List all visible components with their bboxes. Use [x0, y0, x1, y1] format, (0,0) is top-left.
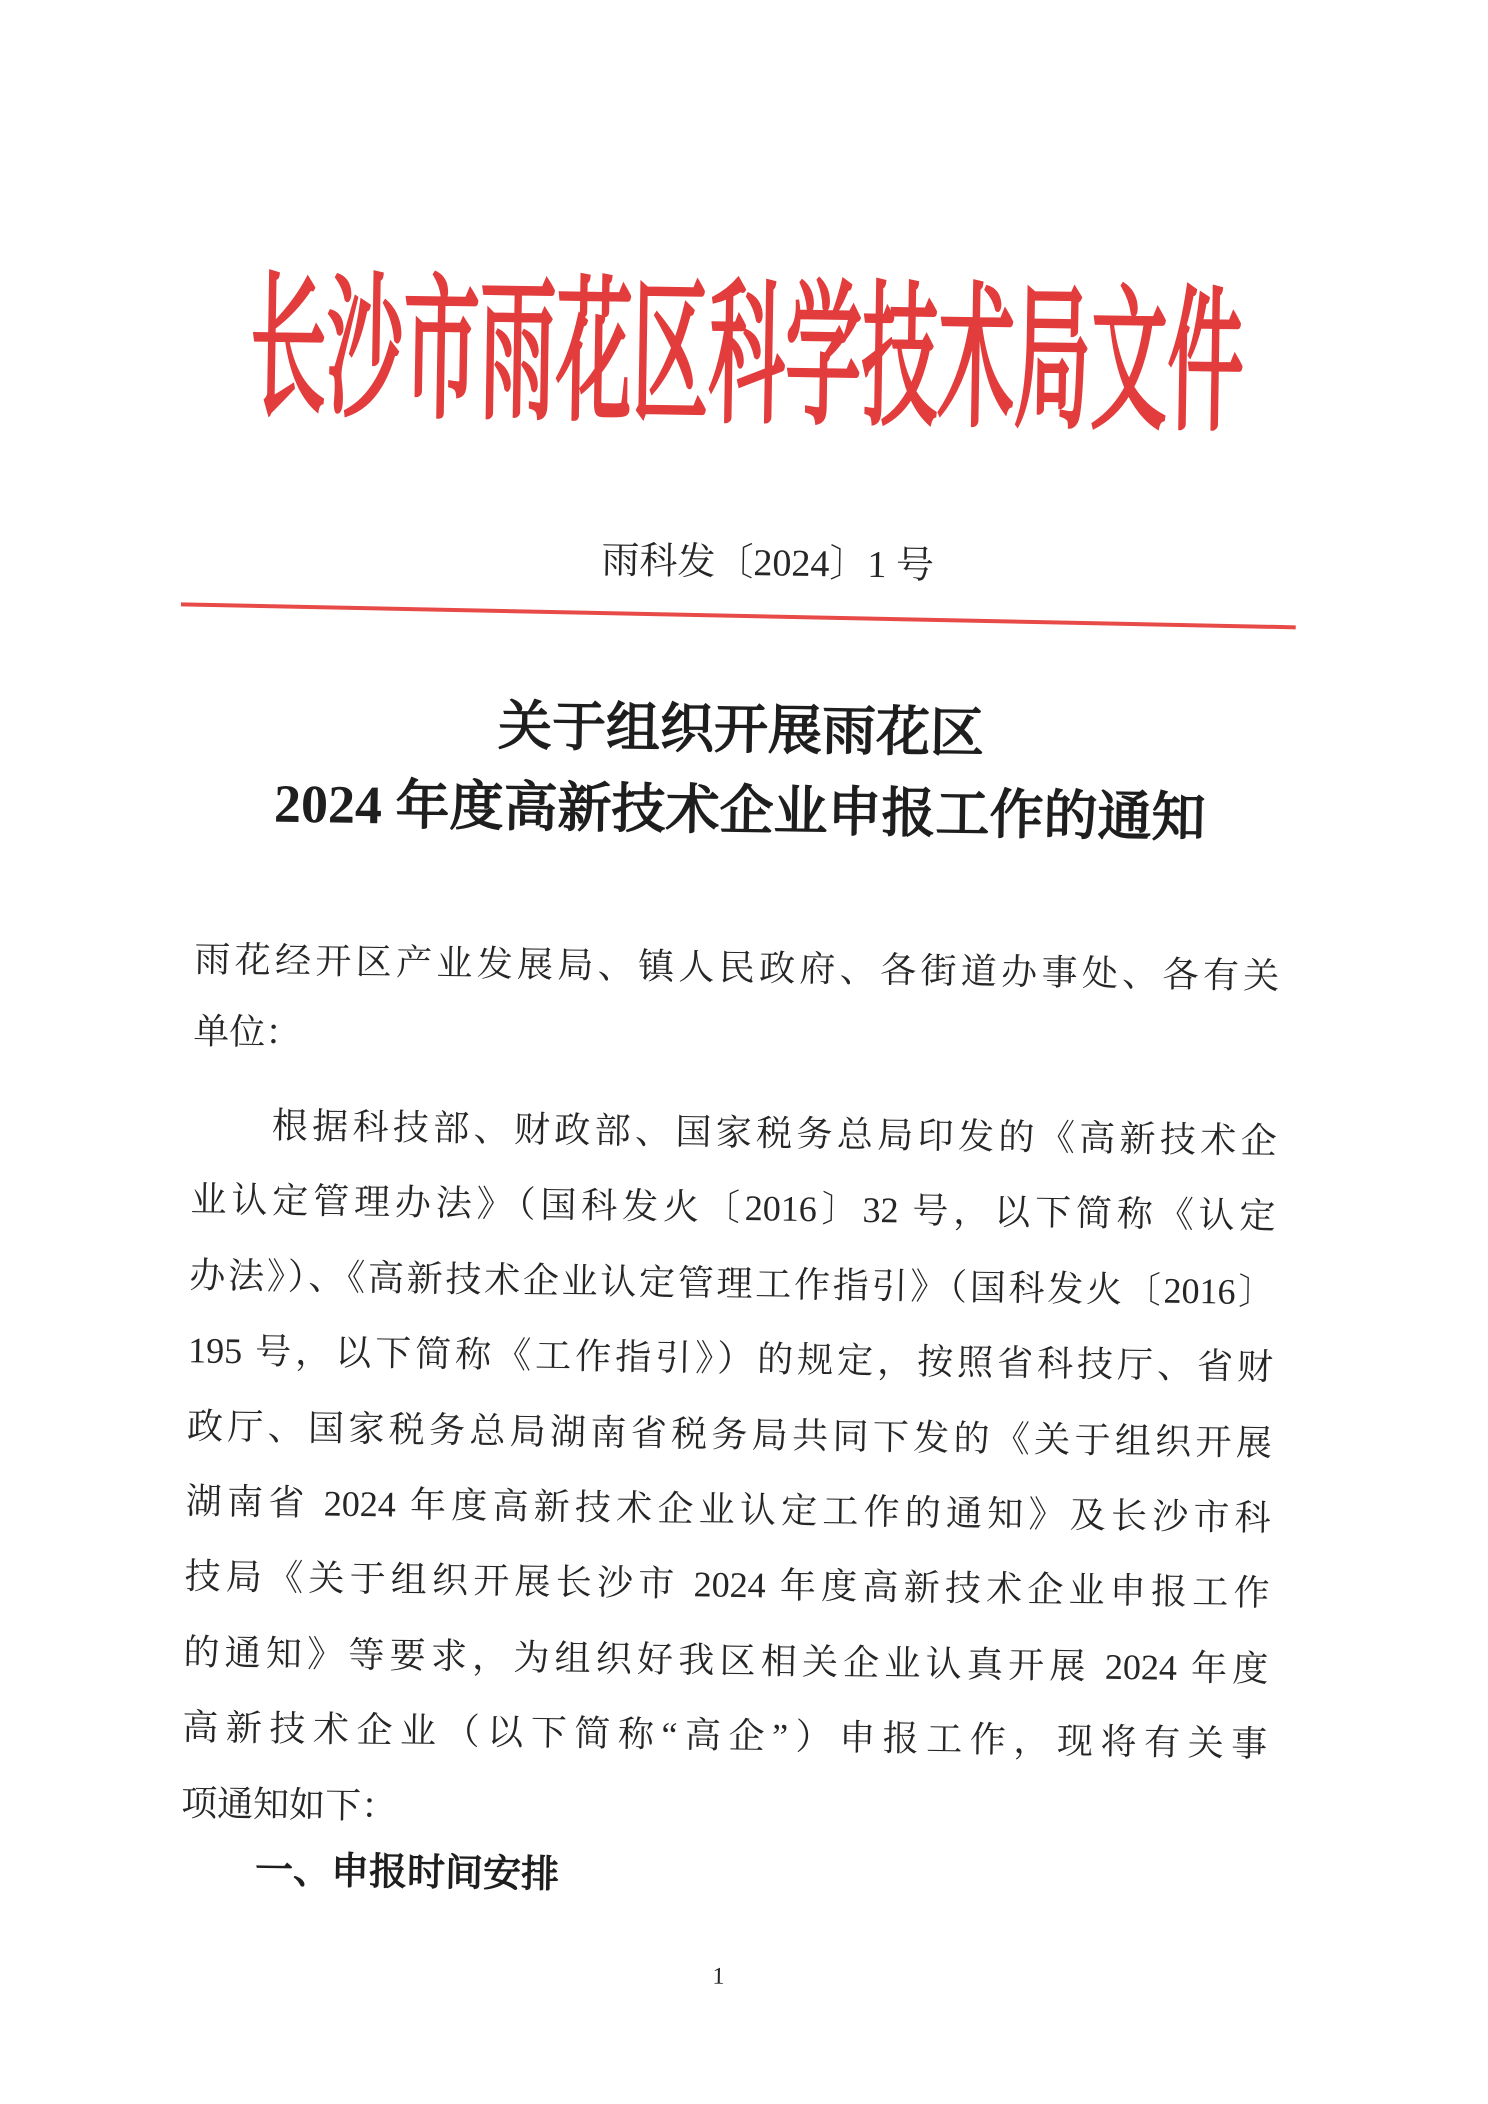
red-separator-rule [181, 602, 1296, 629]
body-line: 高新技术企业（以下简称“高企”）申报工作，现将有关事 [182, 1707, 1268, 1765]
document-number: 雨科发〔2024〕1 号 [601, 539, 935, 587]
addressee-salutation [193, 923, 1280, 1084]
body-paragraph [181, 1087, 1278, 1858]
document-title-line: 关于组织开展雨花区 [497, 696, 985, 764]
page-number: 1 [712, 1963, 725, 1990]
section-heading: 一、申报时间安排 [254, 1847, 560, 1897]
body-line: 政厅、国家税务总局湖南省税务局共同下发的《关于组织开展 [186, 1405, 1273, 1463]
body-line: 根据科技部、财政部、国家税务总局印发的《高新技术企 [271, 1105, 1277, 1162]
salutation-line: 单位： [192, 1011, 302, 1054]
document-title-line: 2024 年度高新技术企业申报工作的通知 [273, 773, 1206, 849]
issuer-letterhead: 长沙市雨花区科学技术局文件 [248, 255, 1246, 454]
body-line: 技局《关于组织开展长沙市 2024 年度高新技术企业申报工作 [184, 1556, 1270, 1614]
body-line: 195 号，以下简称《工作指引》）的规定，按照省科技厅、省财 [187, 1330, 1274, 1388]
salutation-line: 雨花经开区产业发展局、镇人民政府、各街道办事处、各有关 [194, 939, 1280, 997]
document-page [135, 241, 1342, 2019]
body-line: 业认定管理办法》（国科发火〔2016〕32 号，以下简称《认定 [190, 1179, 1276, 1237]
body-line: 的通知》等要求，为组织好我区相关企业认真开展 2024 年度 [183, 1632, 1269, 1690]
body-line: 湖南省 2024 年度高新技术企业认定工作的通知》及长沙市科 [185, 1481, 1272, 1539]
body-line: 办法》）、《高新技术企业认定管理工作指引》（国科发火〔2016〕 [189, 1255, 1275, 1313]
body-line: 项通知如下： [180, 1782, 398, 1827]
